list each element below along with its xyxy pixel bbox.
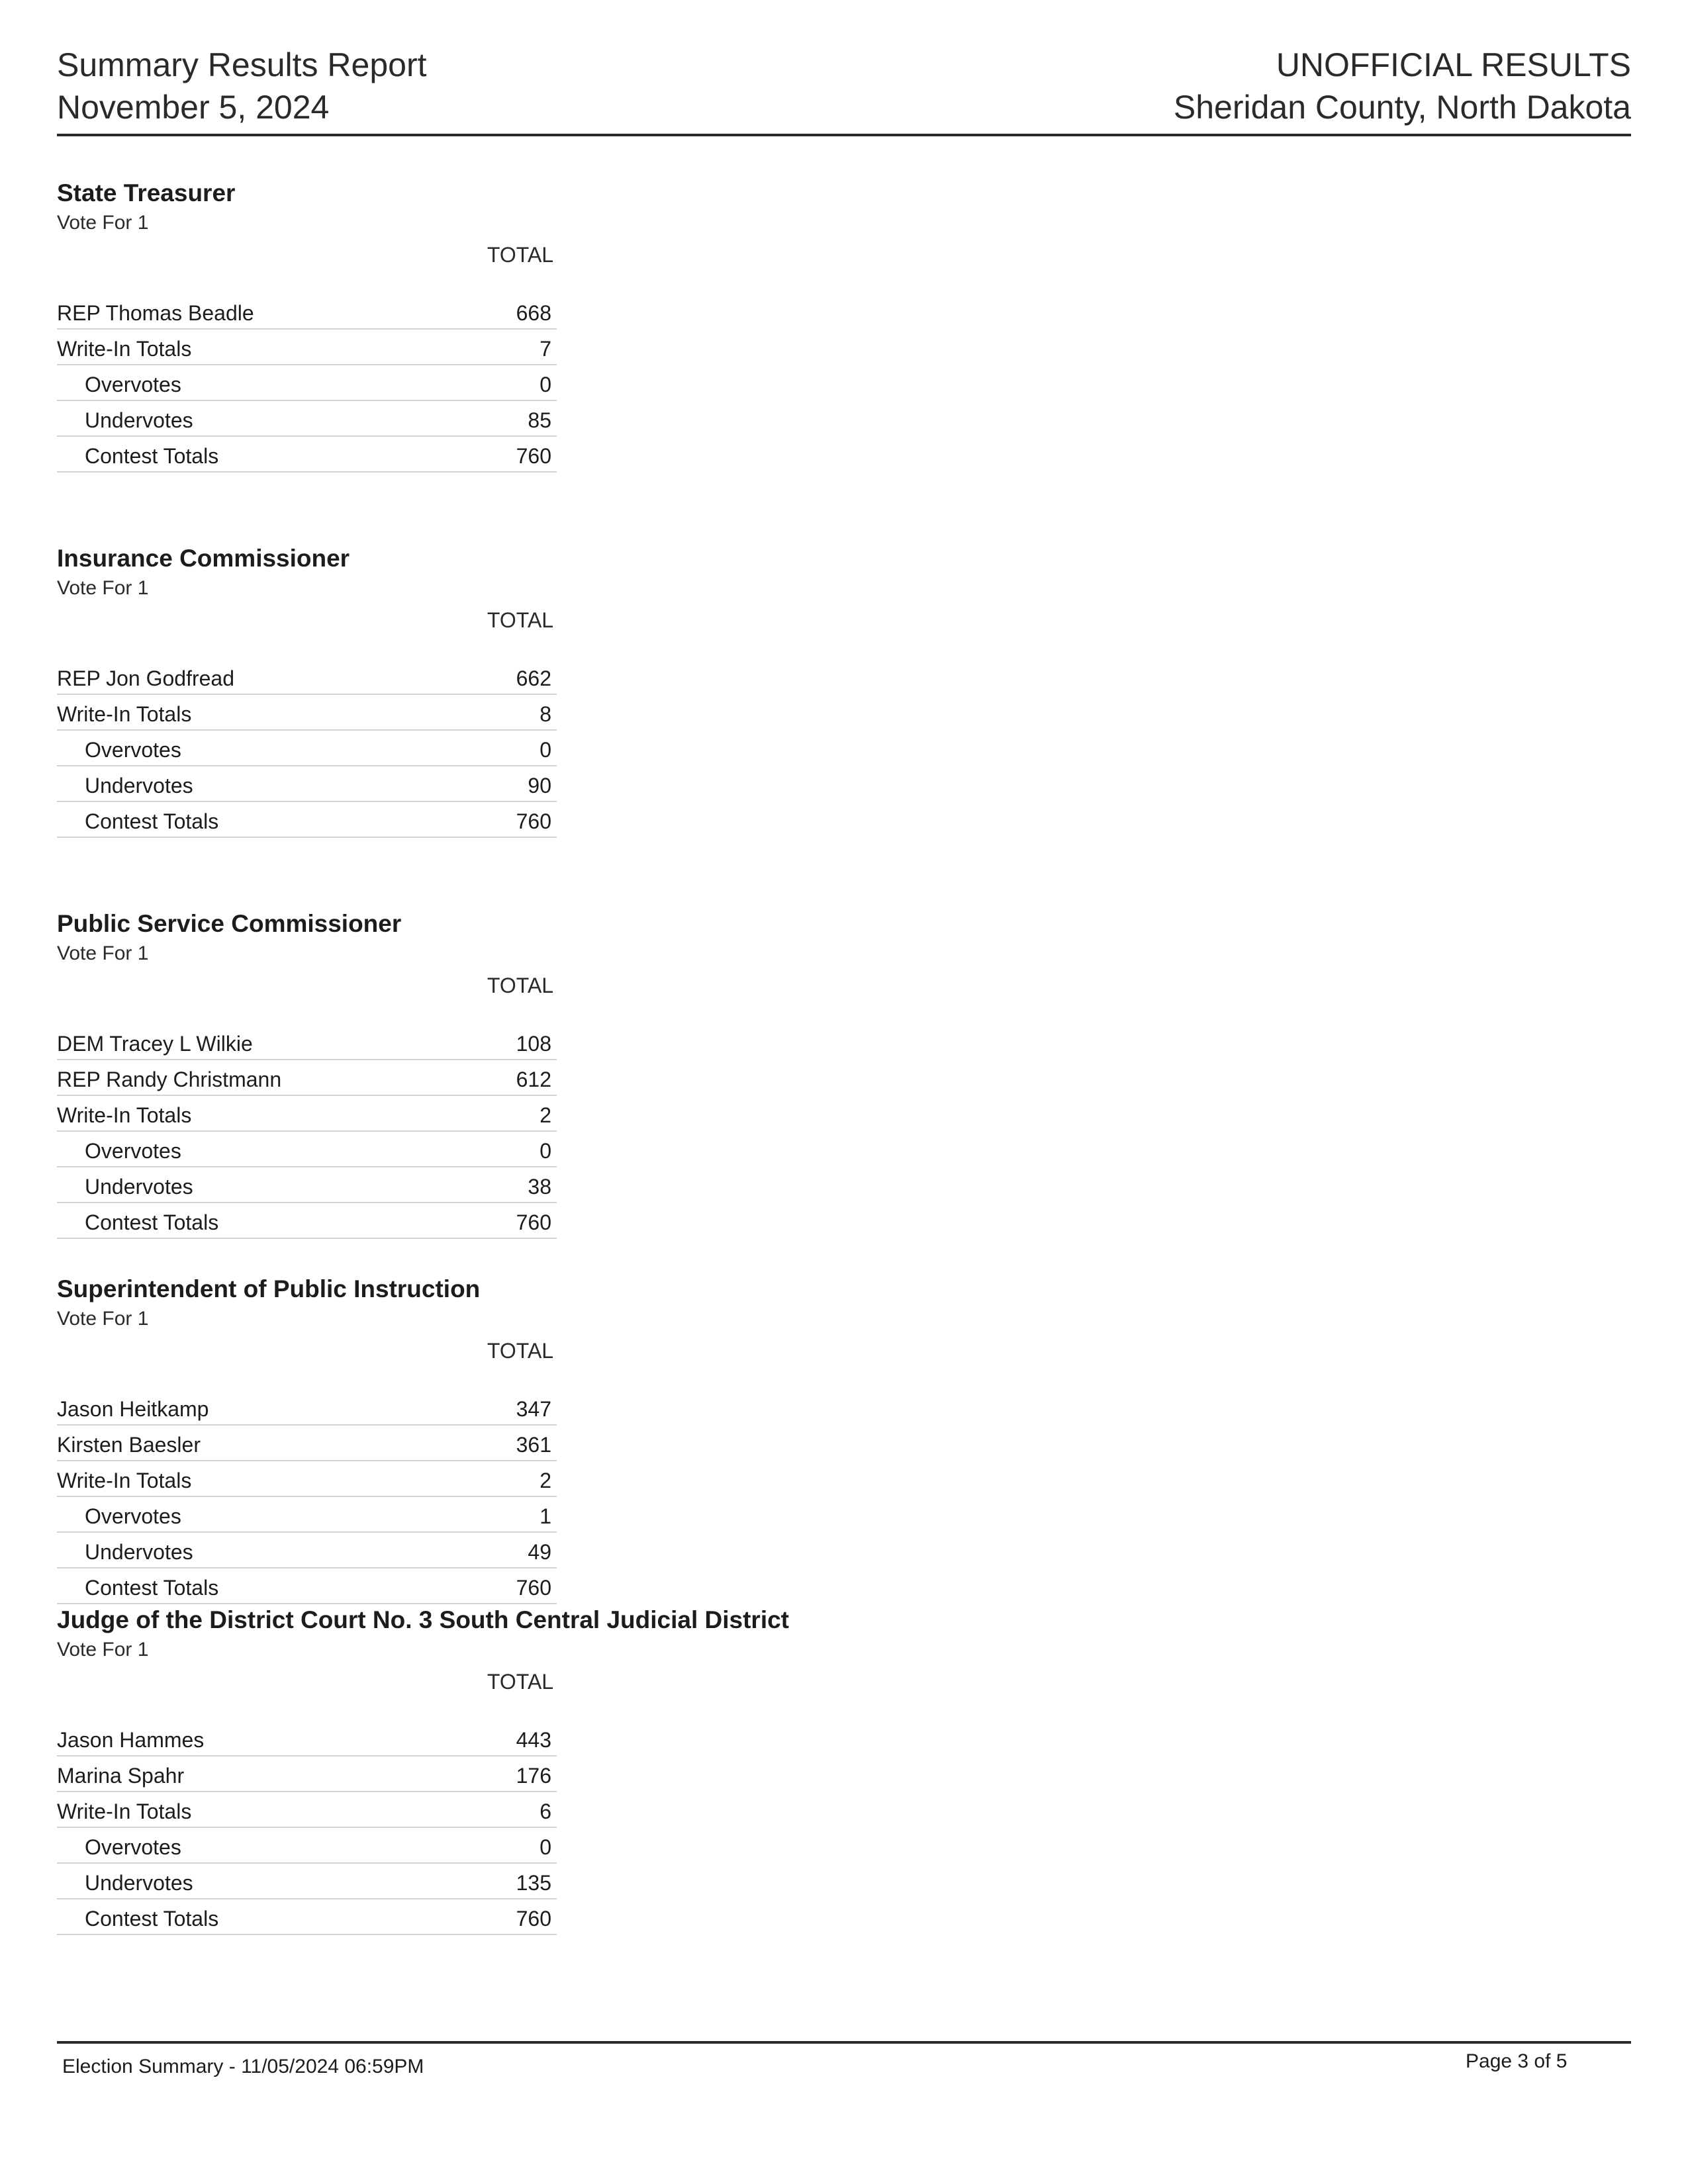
- table-row: [57, 330, 557, 365]
- contest-vote-for: Vote For 1: [57, 942, 149, 964]
- footer-divider: [57, 2041, 1631, 2044]
- row-label: Jason Hammes: [57, 1728, 205, 1752]
- contest: [57, 1273, 851, 1604]
- row-value: 2: [539, 1469, 551, 1492]
- row-value: 85: [528, 408, 551, 432]
- row-label: Undervotes: [85, 1540, 193, 1564]
- row-value: 90: [528, 774, 551, 797]
- contest-title: Superintendent of Public Instruction: [57, 1275, 481, 1302]
- row-label: DEM Tracey L Wilkie: [57, 1032, 253, 1056]
- table-row: [57, 294, 557, 330]
- contest-title: Insurance Commissioner: [57, 545, 350, 572]
- contest: [57, 543, 851, 908]
- table-row: [57, 1060, 557, 1096]
- row-label: Write-In Totals: [57, 1469, 192, 1492]
- total-label: TOTAL: [487, 1670, 554, 1694]
- row-label: Write-In Totals: [57, 702, 192, 726]
- row-value: 0: [539, 373, 551, 396]
- row-value: 0: [539, 1835, 551, 1859]
- contest-title: State Treasurer: [57, 179, 236, 206]
- contest-results-table: [57, 659, 557, 838]
- row-label: Contest Totals: [85, 1210, 219, 1234]
- row-value: 1: [539, 1504, 551, 1528]
- table-row: [57, 1756, 557, 1792]
- table-row: [57, 659, 557, 695]
- contest-title: Public Service Commissioner: [57, 910, 402, 937]
- row-label: Write-In Totals: [57, 1103, 192, 1127]
- row-label: Kirsten Baesler: [57, 1433, 201, 1457]
- contest-list: [57, 177, 851, 1970]
- row-value: 361: [516, 1433, 551, 1457]
- row-label: Marina Spahr: [57, 1764, 185, 1788]
- row-value: 760: [516, 1210, 551, 1234]
- contest: [57, 908, 851, 1273]
- table-row: [57, 802, 557, 838]
- row-label: Contest Totals: [85, 1907, 219, 1931]
- table-row: [57, 1792, 557, 1828]
- row-label: Undervotes: [85, 408, 193, 432]
- row-value: 443: [516, 1728, 551, 1752]
- table-row: [57, 1203, 557, 1239]
- contest: [57, 177, 851, 543]
- row-value: 176: [516, 1764, 551, 1788]
- row-value: 662: [516, 666, 551, 690]
- row-label: Contest Totals: [85, 444, 219, 468]
- contest-vote-for: Vote For 1: [57, 212, 149, 234]
- contest-vote-for: Vote For 1: [57, 1308, 149, 1330]
- table-row: [57, 1533, 557, 1569]
- contest-results-table: [57, 1390, 557, 1604]
- footer-page-number: Page 3 of 5: [1466, 2050, 1568, 2072]
- total-column-header: [57, 972, 557, 999]
- row-label: Overvotes: [85, 1139, 181, 1163]
- contest-results-table: [57, 1721, 557, 1935]
- table-row: [57, 401, 557, 437]
- row-label: Overvotes: [85, 373, 181, 396]
- report-title-block: [57, 44, 427, 128]
- report-status: UNOFFICIAL RESULTS: [1276, 46, 1631, 83]
- row-value: 135: [516, 1871, 551, 1895]
- header-divider: [57, 134, 1631, 136]
- row-value: 49: [528, 1540, 551, 1564]
- row-value: 760: [516, 1907, 551, 1931]
- row-value: 6: [539, 1799, 551, 1823]
- row-label: Write-In Totals: [57, 337, 192, 361]
- report-title: Summary Results Report: [57, 46, 427, 83]
- row-value: 760: [516, 1576, 551, 1600]
- total-label: TOTAL: [487, 974, 554, 997]
- table-row: [57, 1461, 557, 1497]
- total-label: TOTAL: [487, 608, 554, 632]
- report-status-block: [1174, 44, 1631, 128]
- row-label: Write-In Totals: [57, 1799, 192, 1823]
- contest: [57, 1604, 851, 1970]
- total-column-header: [57, 1337, 557, 1365]
- report-date: November 5, 2024: [57, 89, 330, 126]
- row-value: 760: [516, 444, 551, 468]
- table-row: [57, 1828, 557, 1864]
- row-label: Jason Heitkamp: [57, 1397, 209, 1421]
- table-row: [57, 1569, 557, 1604]
- table-row: [57, 1024, 557, 1060]
- row-label: REP Thomas Beadle: [57, 301, 254, 325]
- table-row: [57, 766, 557, 802]
- total-label: TOTAL: [487, 1339, 554, 1363]
- table-row: [57, 731, 557, 766]
- total-column-header: [57, 241, 557, 269]
- table-row: [57, 695, 557, 731]
- total-column-header: [57, 1668, 557, 1696]
- contest-title: Judge of the District Court No. 3 South Central Judicial District: [57, 1606, 790, 1633]
- table-row: [57, 1132, 557, 1167]
- table-row: [57, 1899, 557, 1935]
- row-label: Undervotes: [85, 1175, 193, 1199]
- table-row: [57, 365, 557, 401]
- table-row: [57, 1864, 557, 1899]
- table-row: [57, 1096, 557, 1132]
- row-value: 8: [539, 702, 551, 726]
- row-value: 2: [539, 1103, 551, 1127]
- row-value: 760: [516, 809, 551, 833]
- row-value: 0: [539, 1139, 551, 1163]
- table-row: [57, 1721, 557, 1756]
- row-label: Contest Totals: [85, 1576, 219, 1600]
- report-jurisdiction: Sheridan County, North Dakota: [1173, 89, 1631, 126]
- table-row: [57, 1497, 557, 1533]
- row-label: REP Jon Godfread: [57, 666, 235, 690]
- contest-results-table: [57, 294, 557, 473]
- footer-summary: Election Summary - 11/05/2024 06:59PM: [62, 2056, 424, 2077]
- row-label: Overvotes: [85, 1835, 181, 1859]
- row-value: 612: [516, 1068, 551, 1091]
- row-label: Overvotes: [85, 738, 181, 762]
- total-label: TOTAL: [487, 243, 554, 267]
- row-value: 108: [516, 1032, 551, 1056]
- contest-vote-for: Vote For 1: [57, 577, 149, 599]
- row-label: Contest Totals: [85, 809, 219, 833]
- row-value: 0: [539, 738, 551, 762]
- row-value: 38: [528, 1175, 551, 1199]
- report-header: [57, 44, 1631, 136]
- table-row: [57, 437, 557, 473]
- row-label: Undervotes: [85, 1871, 193, 1895]
- row-label: Undervotes: [85, 774, 193, 797]
- row-label: Overvotes: [85, 1504, 181, 1528]
- row-value: 7: [539, 337, 551, 361]
- total-column-header: [57, 606, 557, 634]
- contest-results-table: [57, 1024, 557, 1239]
- contest-vote-for: Vote For 1: [57, 1639, 149, 1661]
- table-row: [57, 1426, 557, 1461]
- row-value: 347: [516, 1397, 551, 1421]
- table-row: [57, 1167, 557, 1203]
- row-label: REP Randy Christmann: [57, 1068, 282, 1091]
- table-row: [57, 1390, 557, 1426]
- row-value: 668: [516, 301, 551, 325]
